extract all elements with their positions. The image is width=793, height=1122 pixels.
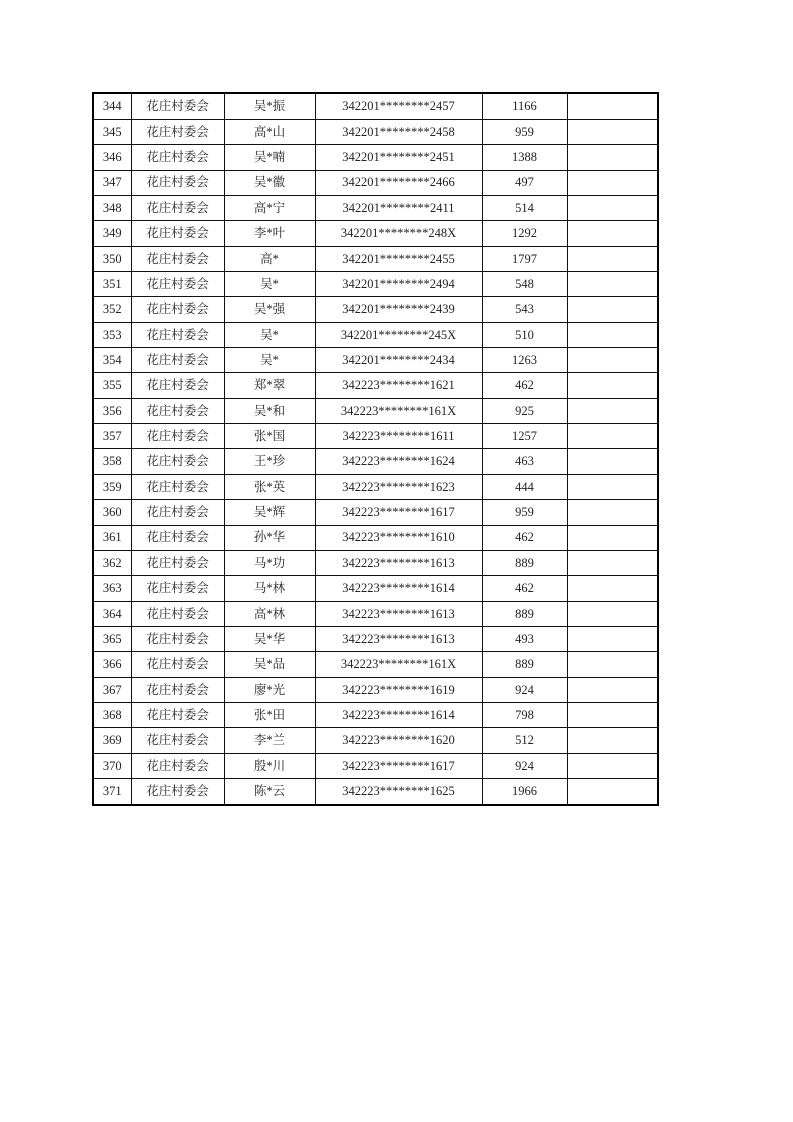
amount-cell: 512: [482, 728, 567, 753]
remark-cell: [567, 271, 658, 296]
id-number-cell: 342223********1617: [315, 500, 482, 525]
id-number-cell: 342223********1614: [315, 576, 482, 601]
table-row: [93, 145, 658, 170]
id-number-cell: 342223********1624: [315, 449, 482, 474]
row-number-cell: 363: [93, 576, 131, 601]
amount-cell: 463: [482, 449, 567, 474]
amount-cell: 462: [482, 373, 567, 398]
village-cell: 花庄村委会: [131, 474, 224, 499]
person-name-cell: 高*: [224, 246, 315, 271]
amount-cell: 1388: [482, 145, 567, 170]
id-number-cell: 342201********2451: [315, 145, 482, 170]
person-name-cell: 高*宁: [224, 195, 315, 220]
amount-cell: 1966: [482, 779, 567, 805]
id-number-cell: 342201********2494: [315, 271, 482, 296]
village-cell: 花庄村委会: [131, 424, 224, 449]
row-number-cell: 356: [93, 398, 131, 423]
table-row: [93, 728, 658, 753]
person-name-cell: 殷*川: [224, 753, 315, 778]
table-row: [93, 601, 658, 626]
amount-cell: 798: [482, 703, 567, 728]
person-name-cell: 陈*云: [224, 779, 315, 805]
row-number-cell: 365: [93, 626, 131, 651]
village-cell: 花庄村委会: [131, 576, 224, 601]
village-cell: 花庄村委会: [131, 500, 224, 525]
village-cell: 花庄村委会: [131, 246, 224, 271]
village-cell: 花庄村委会: [131, 550, 224, 575]
amount-cell: 548: [482, 271, 567, 296]
table-row: [93, 652, 658, 677]
remark-cell: [567, 246, 658, 271]
row-number-cell: 353: [93, 322, 131, 347]
amount-cell: 462: [482, 576, 567, 601]
id-number-cell: 342223********161X: [315, 398, 482, 423]
person-name-cell: 高*林: [224, 601, 315, 626]
table-row: [93, 550, 658, 575]
person-name-cell: 王*珍: [224, 449, 315, 474]
village-cell: 花庄村委会: [131, 93, 224, 119]
amount-cell: 889: [482, 652, 567, 677]
id-number-cell: 342201********245X: [315, 322, 482, 347]
row-number-cell: 370: [93, 753, 131, 778]
row-number-cell: 351: [93, 271, 131, 296]
id-number-cell: 342201********248X: [315, 221, 482, 246]
remark-cell: [567, 779, 658, 805]
id-number-cell: 342223********1620: [315, 728, 482, 753]
id-number-cell: 342223********1623: [315, 474, 482, 499]
remark-cell: [567, 753, 658, 778]
row-number-cell: 371: [93, 779, 131, 805]
amount-cell: 1263: [482, 348, 567, 373]
village-cell: 花庄村委会: [131, 348, 224, 373]
remark-cell: [567, 576, 658, 601]
table-row: [93, 119, 658, 144]
id-number-cell: 342201********2466: [315, 170, 482, 195]
village-cell: 花庄村委会: [131, 703, 224, 728]
row-number-cell: 352: [93, 297, 131, 322]
id-number-cell: 342201********2455: [315, 246, 482, 271]
row-number-cell: 355: [93, 373, 131, 398]
person-name-cell: 郑*翠: [224, 373, 315, 398]
village-cell: 花庄村委会: [131, 271, 224, 296]
remark-cell: [567, 119, 658, 144]
table-row: [93, 576, 658, 601]
id-number-cell: 342223********1619: [315, 677, 482, 702]
id-number-cell: 342223********1613: [315, 550, 482, 575]
person-name-cell: 吴*品: [224, 652, 315, 677]
beneficiary-table: [92, 92, 659, 806]
village-cell: 花庄村委会: [131, 322, 224, 347]
village-cell: 花庄村委会: [131, 728, 224, 753]
village-cell: 花庄村委会: [131, 119, 224, 144]
person-name-cell: 张*英: [224, 474, 315, 499]
village-cell: 花庄村委会: [131, 398, 224, 423]
row-number-cell: 364: [93, 601, 131, 626]
row-number-cell: 358: [93, 449, 131, 474]
row-number-cell: 347: [93, 170, 131, 195]
amount-cell: 1257: [482, 424, 567, 449]
amount-cell: 514: [482, 195, 567, 220]
table-row: [93, 297, 658, 322]
person-name-cell: 吴*华: [224, 626, 315, 651]
village-cell: 花庄村委会: [131, 753, 224, 778]
remark-cell: [567, 221, 658, 246]
row-number-cell: 349: [93, 221, 131, 246]
table-row: [93, 500, 658, 525]
table-row: [93, 779, 658, 805]
remark-cell: [567, 626, 658, 651]
person-name-cell: 孙*华: [224, 525, 315, 550]
id-number-cell: 342223********1613: [315, 601, 482, 626]
id-number-cell: 342223********1621: [315, 373, 482, 398]
person-name-cell: 吴*喃: [224, 145, 315, 170]
remark-cell: [567, 373, 658, 398]
amount-cell: 889: [482, 550, 567, 575]
amount-cell: 497: [482, 170, 567, 195]
table-row: [93, 474, 658, 499]
table-row: [93, 373, 658, 398]
table-row: [93, 449, 658, 474]
id-number-cell: 342201********2458: [315, 119, 482, 144]
id-number-cell: 342223********1610: [315, 525, 482, 550]
remark-cell: [567, 728, 658, 753]
table-row: [93, 424, 658, 449]
person-name-cell: 廖*光: [224, 677, 315, 702]
person-name-cell: 高*山: [224, 119, 315, 144]
village-cell: 花庄村委会: [131, 779, 224, 805]
amount-cell: 543: [482, 297, 567, 322]
remark-cell: [567, 449, 658, 474]
remark-cell: [567, 550, 658, 575]
row-number-cell: 350: [93, 246, 131, 271]
amount-cell: 1292: [482, 221, 567, 246]
table-row: [93, 170, 658, 195]
id-number-cell: 342223********1625: [315, 779, 482, 805]
amount-cell: 1166: [482, 93, 567, 119]
row-number-cell: 354: [93, 348, 131, 373]
table-row: [93, 398, 658, 423]
person-name-cell: 张*国: [224, 424, 315, 449]
remark-cell: [567, 348, 658, 373]
row-number-cell: 357: [93, 424, 131, 449]
amount-cell: 924: [482, 753, 567, 778]
row-number-cell: 345: [93, 119, 131, 144]
village-cell: 花庄村委会: [131, 145, 224, 170]
village-cell: 花庄村委会: [131, 170, 224, 195]
row-number-cell: 366: [93, 652, 131, 677]
person-name-cell: 吴*辉: [224, 500, 315, 525]
remark-cell: [567, 93, 658, 119]
remark-cell: [567, 195, 658, 220]
row-number-cell: 361: [93, 525, 131, 550]
id-number-cell: 342223********1611: [315, 424, 482, 449]
person-name-cell: 吴*强: [224, 297, 315, 322]
id-number-cell: 342223********1614: [315, 703, 482, 728]
row-number-cell: 369: [93, 728, 131, 753]
person-name-cell: 吴*振: [224, 93, 315, 119]
table-row: [93, 525, 658, 550]
table-body: [93, 93, 658, 805]
table-row: [93, 703, 658, 728]
village-cell: 花庄村委会: [131, 449, 224, 474]
amount-cell: 959: [482, 500, 567, 525]
person-name-cell: 吴*: [224, 348, 315, 373]
amount-cell: 1797: [482, 246, 567, 271]
amount-cell: 959: [482, 119, 567, 144]
amount-cell: 925: [482, 398, 567, 423]
id-number-cell: 342223********161X: [315, 652, 482, 677]
row-number-cell: 359: [93, 474, 131, 499]
village-cell: 花庄村委会: [131, 373, 224, 398]
village-cell: 花庄村委会: [131, 525, 224, 550]
remark-cell: [567, 145, 658, 170]
amount-cell: 462: [482, 525, 567, 550]
id-number-cell: 342223********1613: [315, 626, 482, 651]
amount-cell: 889: [482, 601, 567, 626]
village-cell: 花庄村委会: [131, 677, 224, 702]
amount-cell: 444: [482, 474, 567, 499]
amount-cell: 493: [482, 626, 567, 651]
remark-cell: [567, 398, 658, 423]
person-name-cell: 李*兰: [224, 728, 315, 753]
row-number-cell: 344: [93, 93, 131, 119]
table-row: [93, 93, 658, 119]
id-number-cell: 342201********2457: [315, 93, 482, 119]
remark-cell: [567, 652, 658, 677]
remark-cell: [567, 474, 658, 499]
remark-cell: [567, 525, 658, 550]
row-number-cell: 368: [93, 703, 131, 728]
village-cell: 花庄村委会: [131, 626, 224, 651]
table-row: [93, 221, 658, 246]
remark-cell: [567, 677, 658, 702]
remark-cell: [567, 170, 658, 195]
table-row: [93, 677, 658, 702]
row-number-cell: 346: [93, 145, 131, 170]
row-number-cell: 367: [93, 677, 131, 702]
person-name-cell: 马*功: [224, 550, 315, 575]
table-row: [93, 626, 658, 651]
remark-cell: [567, 703, 658, 728]
person-name-cell: 李*叶: [224, 221, 315, 246]
village-cell: 花庄村委会: [131, 297, 224, 322]
person-name-cell: 马*林: [224, 576, 315, 601]
id-number-cell: 342201********2434: [315, 348, 482, 373]
amount-cell: 510: [482, 322, 567, 347]
village-cell: 花庄村委会: [131, 221, 224, 246]
remark-cell: [567, 322, 658, 347]
person-name-cell: 吴*: [224, 322, 315, 347]
remark-cell: [567, 297, 658, 322]
village-cell: 花庄村委会: [131, 195, 224, 220]
person-name-cell: 吴*徽: [224, 170, 315, 195]
village-cell: 花庄村委会: [131, 601, 224, 626]
person-name-cell: 张*田: [224, 703, 315, 728]
table-row: [93, 246, 658, 271]
id-number-cell: 342201********2439: [315, 297, 482, 322]
row-number-cell: 362: [93, 550, 131, 575]
person-name-cell: 吴*和: [224, 398, 315, 423]
amount-cell: 924: [482, 677, 567, 702]
id-number-cell: 342201********2411: [315, 195, 482, 220]
remark-cell: [567, 601, 658, 626]
table-row: [93, 322, 658, 347]
table-row: [93, 753, 658, 778]
row-number-cell: 348: [93, 195, 131, 220]
village-cell: 花庄村委会: [131, 652, 224, 677]
person-name-cell: 吴*: [224, 271, 315, 296]
table-row: [93, 271, 658, 296]
table-row: [93, 348, 658, 373]
row-number-cell: 360: [93, 500, 131, 525]
id-number-cell: 342223********1617: [315, 753, 482, 778]
remark-cell: [567, 500, 658, 525]
table-row: [93, 195, 658, 220]
remark-cell: [567, 424, 658, 449]
